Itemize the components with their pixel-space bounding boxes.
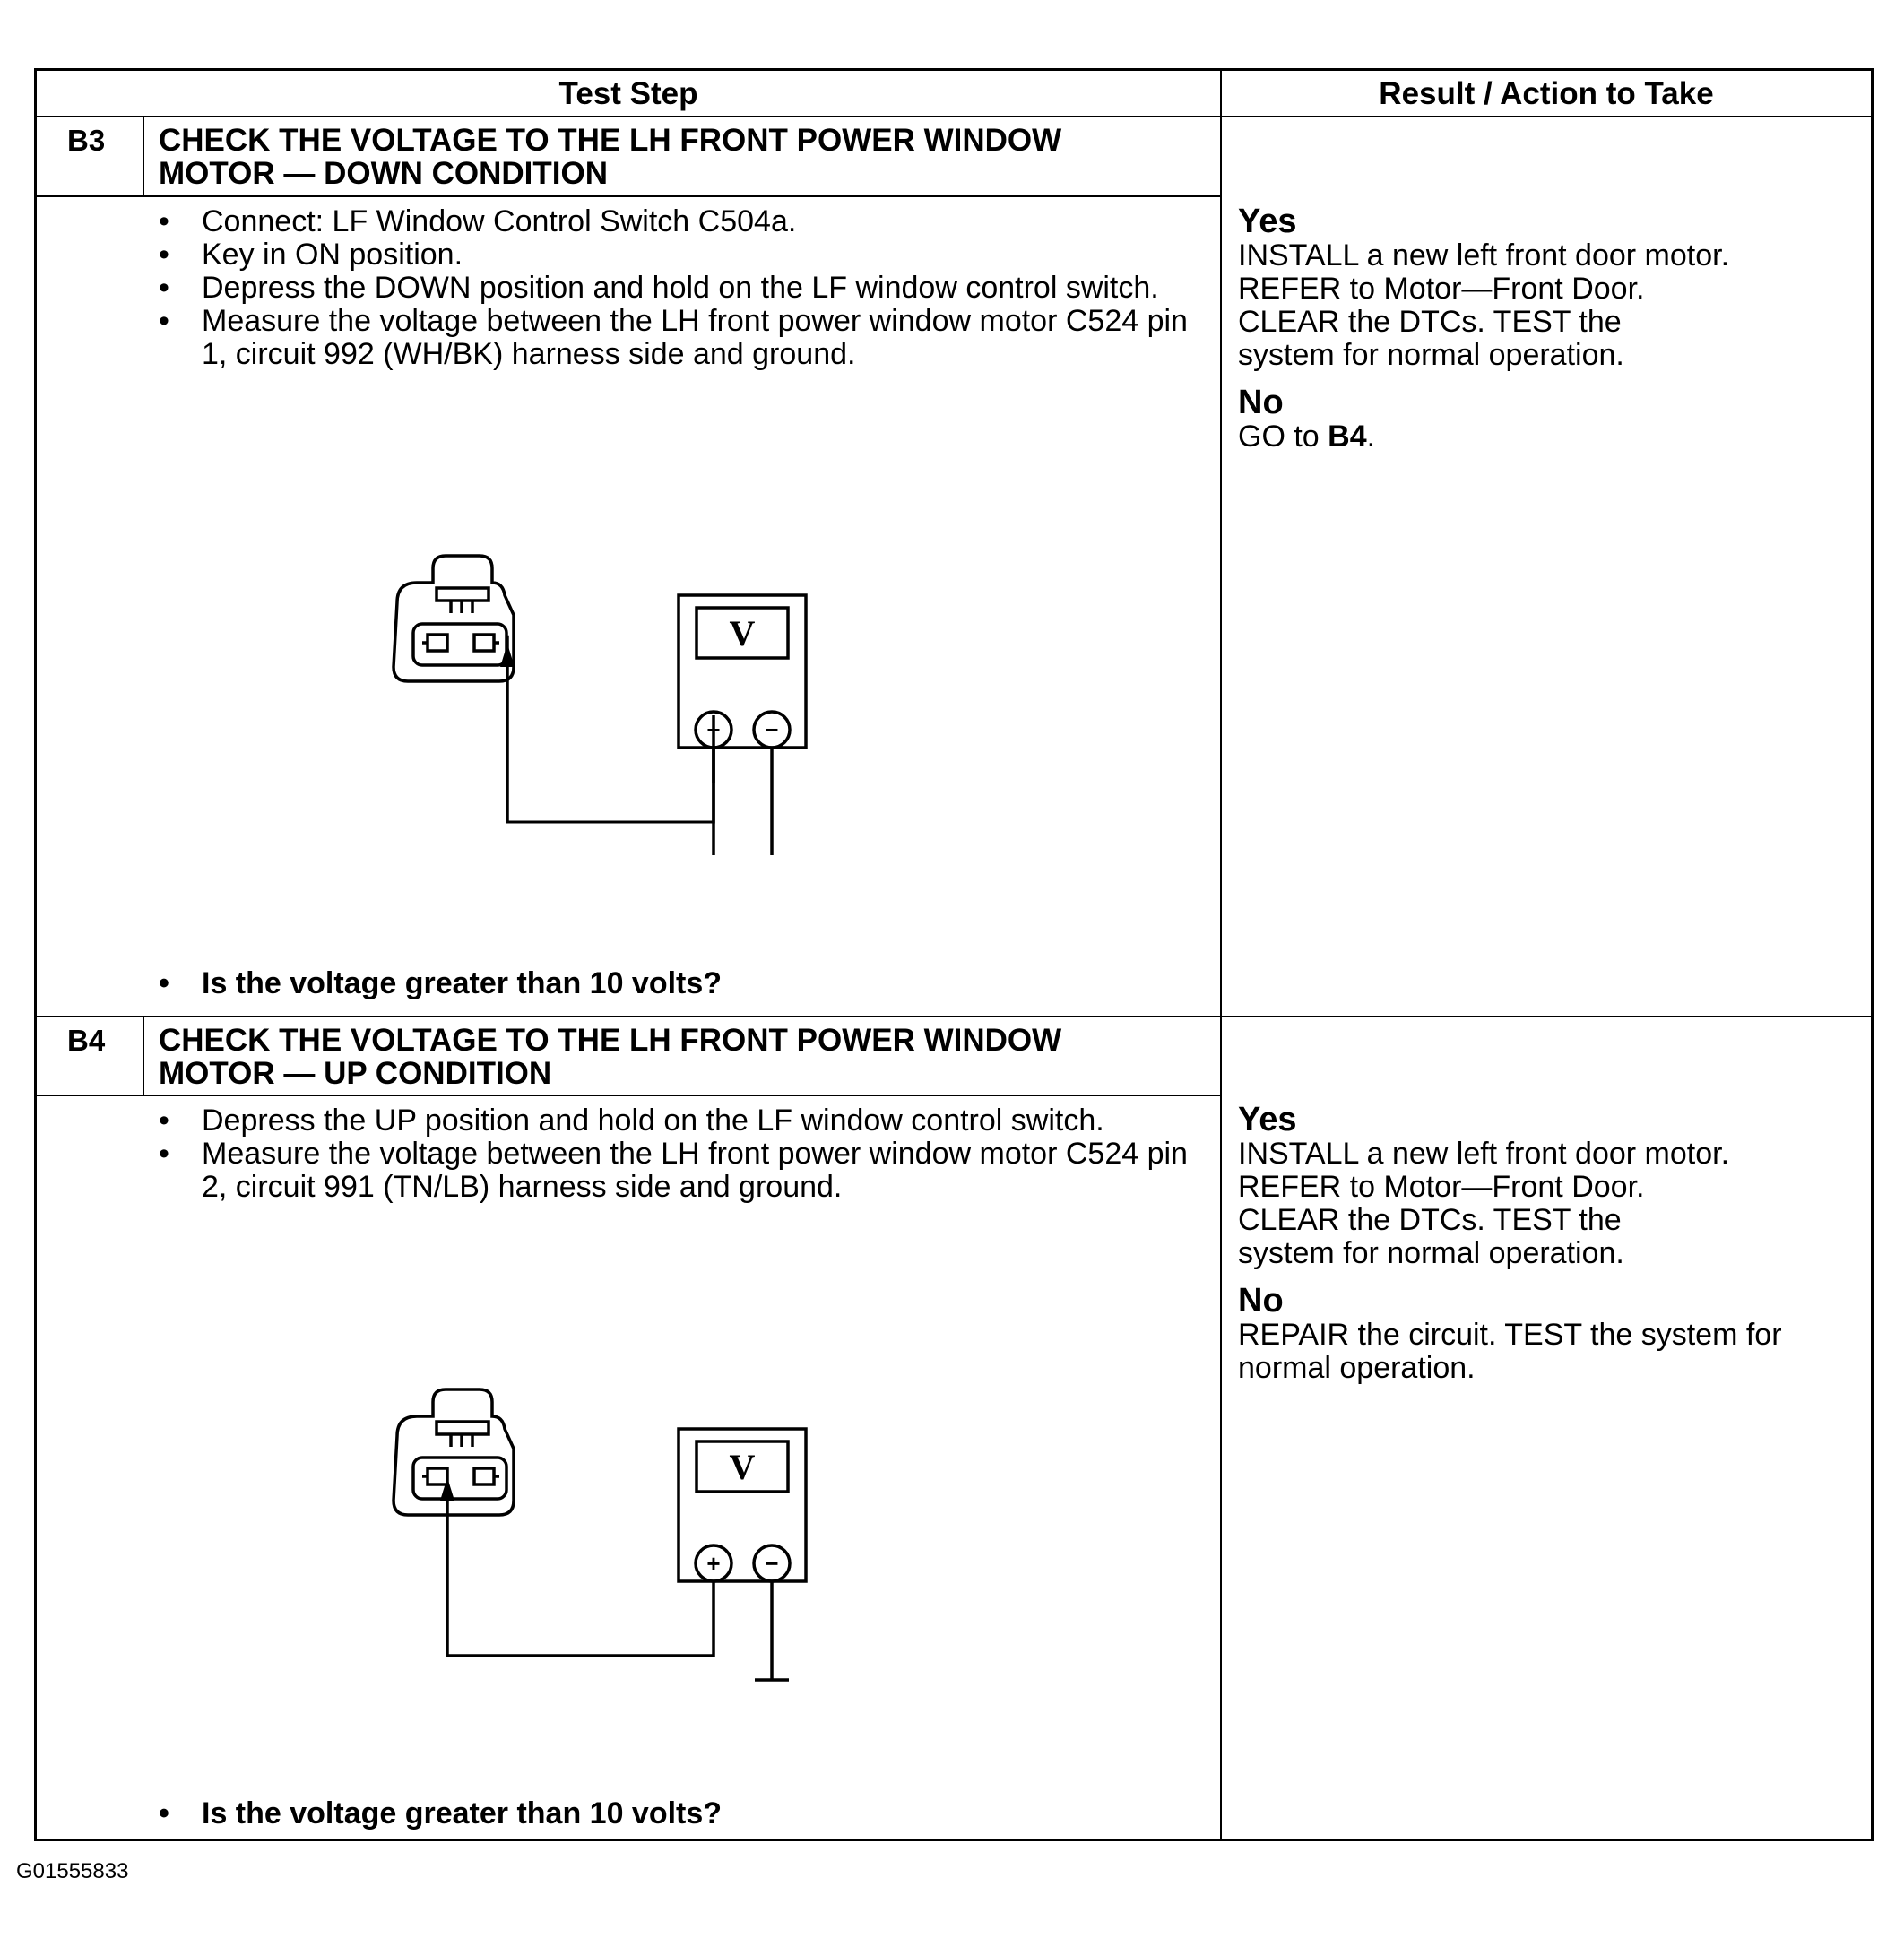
minus-label: − [765, 716, 779, 743]
column-divider [1220, 71, 1222, 1839]
terminal-pin-1 [474, 1468, 494, 1484]
step-id: B4 [67, 1024, 106, 1057]
list-item: • Depress the UP position and hold on the LF window control switch. [153, 1104, 1202, 1138]
step-question: • Is the voltage greater than 10 volts? [153, 1796, 722, 1831]
connector-latch [437, 588, 489, 601]
connector-body [394, 556, 514, 681]
connector-latch [437, 1422, 489, 1434]
b3-title-divider [37, 195, 1222, 197]
step-divider [37, 1016, 1871, 1017]
b4-id-divider [143, 1017, 144, 1096]
instruction-list [153, 1104, 1202, 1204]
no-label: No [1238, 1282, 1284, 1320]
minus-label: − [765, 1550, 779, 1577]
header-test-step: Test Step [558, 76, 698, 111]
terminal-pin-1 [474, 635, 494, 651]
yes-action: INSTALL a new left front door motor. REFER to Motor—Front Door. CLEAR the DTCs. TEST the system for normal operation. [1238, 1137, 1730, 1270]
b3-result [1238, 203, 1856, 454]
list-item: • Depress the DOWN position and hold on the LF window control switch. [153, 272, 1202, 305]
yes-label: Yes [1238, 1101, 1297, 1138]
diagnostic-table [34, 68, 1874, 1841]
step-question: • Is the voltage greater than 10 volts? [153, 966, 722, 1001]
plus-label: + [706, 716, 721, 743]
no-action [1238, 420, 1856, 454]
step-title [159, 1024, 1061, 1090]
b3-test-diagram [368, 532, 835, 855]
step-id: B3 [67, 124, 106, 157]
step-title-line: CHECK THE VOLTAGE TO THE LH FRONT POWER WINDOW [159, 123, 1062, 158]
meter-label: V [729, 1447, 756, 1487]
list-item: • Measure the voltage between the LH front power window motor C524 pin 2, circuit 991 (TN/LB) harness side and ground. [153, 1138, 1202, 1204]
yes-label: Yes [1238, 203, 1297, 240]
no-action-text: GO to [1238, 420, 1328, 454]
figure-id: G01555833 [16, 1859, 129, 1883]
b4-result [1238, 1102, 1856, 1385]
instruction-list [153, 205, 1202, 371]
header-result: Result / Action to Take [1379, 76, 1714, 111]
meter-label: V [729, 613, 756, 653]
b4-title-divider [37, 1095, 1222, 1096]
list-item: • Key in ON position. [153, 238, 1202, 272]
step-title-line: MOTOR — UP CONDITION [159, 1056, 552, 1091]
step-title-line: CHECK THE VOLTAGE TO THE LH FRONT POWER WINDOW [159, 1023, 1062, 1058]
b3-id-divider [143, 117, 144, 196]
terminal-pin-2 [428, 1468, 447, 1484]
no-label: No [1238, 384, 1284, 421]
yes-action: INSTALL a new left front door motor. REFER to Motor—Front Door. CLEAR the DTCs. TEST the system for normal operation. [1238, 238, 1730, 372]
no-action-text-end: . [1366, 420, 1376, 454]
terminal-pin-2 [428, 635, 447, 651]
list-item: • Connect: LF Window Control Switch C504a. [153, 205, 1202, 238]
step-title-line: MOTOR — DOWN CONDITION [159, 156, 608, 191]
connector-body [394, 1389, 514, 1515]
probe-wire [447, 1487, 714, 1656]
list-item: • Measure the voltage between the LH front power window motor C524 pin 1, circuit 992 (WH/BK) harness side and ground. [153, 305, 1202, 371]
goto-step-link: B4 [1328, 420, 1367, 454]
plus-label: + [706, 1550, 721, 1577]
no-action: REPAIR the circuit. TEST the system for normal operation. [1238, 1318, 1782, 1385]
b4-test-diagram [368, 1366, 835, 1689]
step-title [159, 124, 1061, 190]
probe-arrow [440, 1477, 454, 1501]
